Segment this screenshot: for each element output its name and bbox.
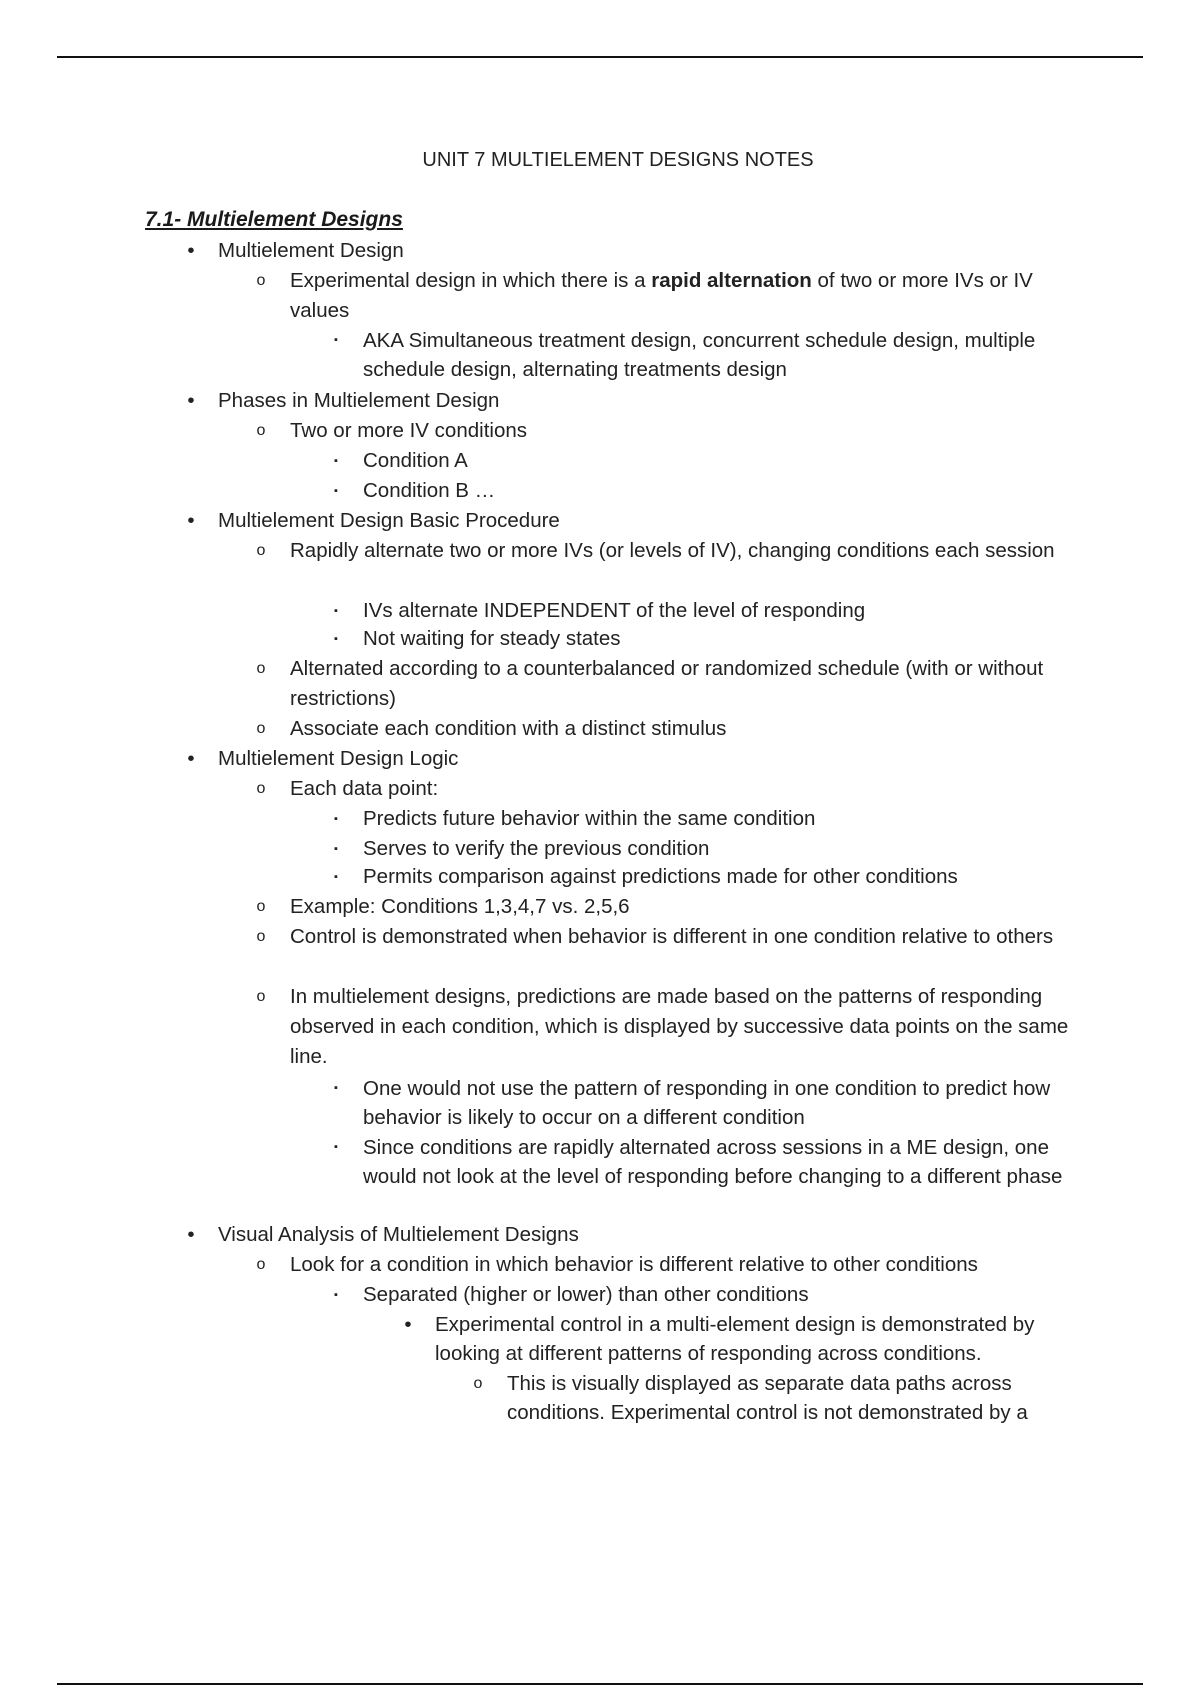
list-item: o Look for a condition in which behavior is different relative to other conditions xyxy=(290,1250,1090,1280)
emphasis-text: rapid alternation xyxy=(651,269,812,292)
list-item: o Example: Conditions 1,3,4,7 vs. 2,5,6 xyxy=(290,892,1090,922)
list-item: ▪ Not waiting for steady states xyxy=(363,624,1093,654)
document-title: UNIT 7 MULTIELEMENT DESIGNS NOTES xyxy=(422,149,814,171)
list-item: o Each data point: xyxy=(290,774,1090,804)
list-item: o Alternated according to a counterbalanced or randomized schedule (with or without restrictions) xyxy=(290,654,1090,714)
list-item: ▪ Serves to verify the previous condition xyxy=(363,834,1093,864)
circle-bullet-icon: o xyxy=(256,422,266,439)
list-item: o In multielement designs, predictions are made based on the patterns of responding observed in each condition, which is displayed by successive data points on the same line. xyxy=(290,982,1090,1072)
square-bullet-icon: ▪ xyxy=(334,843,338,855)
footer-rule xyxy=(57,1683,1143,1685)
circle-bullet-icon: o xyxy=(256,542,266,559)
circle-bullet-icon: o xyxy=(473,1375,483,1392)
disc-bullet-icon: • xyxy=(187,509,195,532)
disc-bullet-icon: • xyxy=(404,1313,412,1336)
list-item: o Associate each condition with a distinct stimulus xyxy=(290,714,1090,744)
circle-bullet-icon: o xyxy=(256,988,266,1005)
circle-bullet-icon: o xyxy=(256,660,266,677)
circle-bullet-icon: o xyxy=(256,720,266,737)
circle-bullet-icon: o xyxy=(256,898,266,915)
list-item: o Control is demonstrated when behavior is different in one condition relative to others xyxy=(290,922,1090,952)
list-item: ▪ IVs alternate INDEPENDENT of the level of responding xyxy=(363,596,1093,626)
square-bullet-icon: ▪ xyxy=(334,633,338,645)
list-item: o Two or more IV conditions xyxy=(290,416,1090,446)
square-bullet-icon: ▪ xyxy=(334,455,338,467)
square-bullet-icon: ▪ xyxy=(334,485,338,497)
list-item: ▪ Since conditions are rapidly alternated across sessions in a ME design, one would not look at the level of responding before changing to a different phase xyxy=(363,1133,1093,1191)
disc-bullet-icon: • xyxy=(187,747,195,770)
circle-bullet-icon: o xyxy=(256,928,266,945)
disc-bullet-icon: • xyxy=(187,1223,195,1246)
disc-bullet-icon: • xyxy=(187,389,195,412)
list-item: ▪ Predicts future behavior within the same condition xyxy=(363,804,1093,834)
list-item: ▪ Permits comparison against predictions made for other conditions xyxy=(363,862,1093,892)
section-heading: 7.1- Multielement Designs xyxy=(145,208,403,231)
header-rule xyxy=(57,56,1143,58)
list-item: • Visual Analysis of Multielement Designs xyxy=(218,1220,1088,1250)
disc-bullet-icon: • xyxy=(187,239,195,262)
list-item: • Multielement Design xyxy=(218,236,1088,266)
list-item: ▪ AKA Simultaneous treatment design, concurrent schedule design, multiple schedule design, alternating treatments design xyxy=(363,326,1093,384)
square-bullet-icon: ▪ xyxy=(334,334,338,346)
list-item: ▪ Separated (higher or lower) than other conditions xyxy=(363,1280,1093,1310)
list-item: o This is visually displayed as separate data paths across conditions. Experimental control is not demonstrated by a xyxy=(507,1369,1097,1427)
circle-bullet-icon: o xyxy=(256,272,266,289)
square-bullet-icon: ▪ xyxy=(334,1289,338,1301)
square-bullet-icon: ▪ xyxy=(334,871,338,883)
square-bullet-icon: ▪ xyxy=(334,1082,338,1094)
square-bullet-icon: ▪ xyxy=(334,1141,338,1153)
list-item: • Phases in Multielement Design xyxy=(218,386,1088,416)
list-item: • Multielement Design Logic xyxy=(218,744,1088,774)
list-item: ▪ Condition A xyxy=(363,446,1093,476)
list-item: ▪ One would not use the pattern of responding in one condition to predict how behavior is likely to occur on a different condition xyxy=(363,1074,1093,1132)
list-item: • Experimental control in a multi-element design is demonstrated by looking at different patterns of responding across conditions. xyxy=(435,1310,1095,1368)
square-bullet-icon: ▪ xyxy=(334,813,338,825)
circle-bullet-icon: o xyxy=(256,1256,266,1273)
square-bullet-icon: ▪ xyxy=(334,605,338,617)
list-item: o Experimental design in which there is a rapid alternation of two or more IVs or IV values xyxy=(290,266,1090,326)
circle-bullet-icon: o xyxy=(256,780,266,797)
list-item: ▪ Condition B … xyxy=(363,476,1093,506)
list-item: o Rapidly alternate two or more IVs (or levels of IV), changing conditions each session xyxy=(290,536,1090,566)
list-item: • Multielement Design Basic Procedure xyxy=(218,506,1088,536)
